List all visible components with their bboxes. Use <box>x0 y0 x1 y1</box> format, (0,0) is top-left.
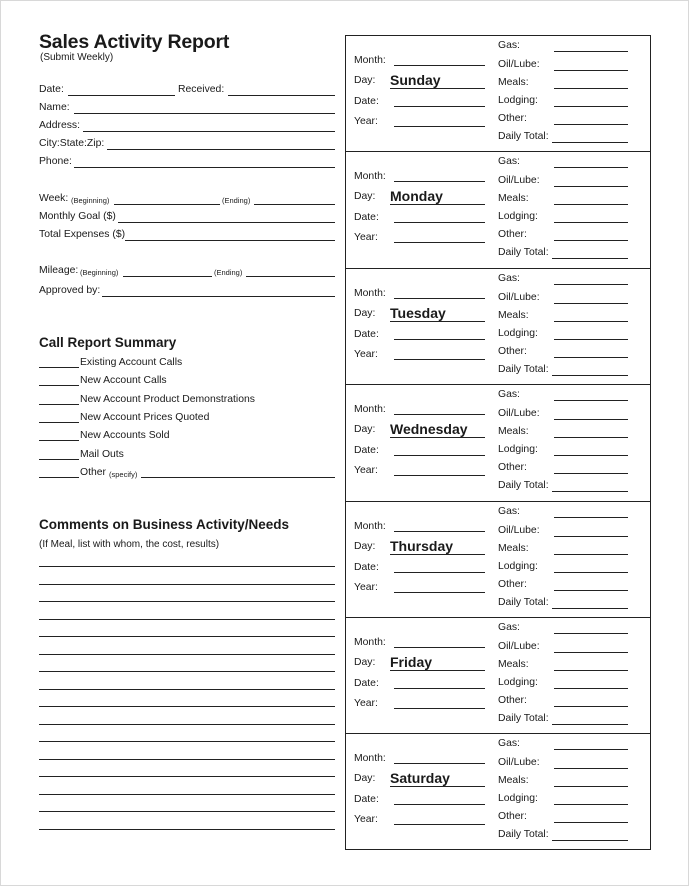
lodging-label: Lodging: <box>498 211 538 223</box>
approved-by-field[interactable] <box>102 296 335 297</box>
lodging-label: Lodging: <box>498 793 538 805</box>
phone-field[interactable] <box>74 167 335 168</box>
day-name-wednesday: Wednesday <box>390 421 468 438</box>
date-field[interactable] <box>394 222 485 223</box>
day-label: Day: <box>354 191 376 203</box>
day-label: Day: <box>354 540 376 552</box>
comment-line[interactable] <box>39 811 335 812</box>
comment-line[interactable] <box>39 636 335 637</box>
call-count-field[interactable] <box>39 404 79 405</box>
year-label: Year: <box>354 465 378 477</box>
meals-label: Meals: <box>498 426 529 438</box>
gas-label: Gas: <box>498 40 520 51</box>
other-field[interactable] <box>554 357 628 358</box>
day-field[interactable] <box>390 786 485 787</box>
daily-total-field[interactable] <box>552 258 628 259</box>
day-field[interactable] <box>390 204 485 205</box>
gas-label: Gas: <box>498 389 520 401</box>
lodging-field[interactable] <box>554 222 628 223</box>
call-summary-item-extra: (specify) <box>109 469 138 479</box>
daily-total-field[interactable] <box>552 375 628 376</box>
mileage-label: Mileage: <box>39 265 79 276</box>
month-field[interactable] <box>394 763 485 764</box>
year-label: Year: <box>354 232 378 244</box>
meals-label: Meals: <box>498 77 529 88</box>
day-field[interactable] <box>390 321 485 322</box>
daily-total-label: Daily Total: <box>498 829 549 841</box>
daily-total-label: Daily Total: <box>498 480 549 492</box>
comment-line[interactable] <box>39 829 335 830</box>
lodging-field[interactable] <box>554 106 628 107</box>
gas-field[interactable] <box>554 167 628 168</box>
comment-line[interactable] <box>39 706 335 707</box>
lodging-label: Lodging: <box>498 677 538 688</box>
year-field[interactable] <box>394 359 485 360</box>
date-field[interactable] <box>394 339 485 340</box>
call-summary-item-label: New Accounts Sold <box>80 430 170 442</box>
mileage-ending-field[interactable] <box>246 276 335 277</box>
daily-total-field[interactable] <box>552 608 628 609</box>
comment-line[interactable] <box>39 759 335 760</box>
gas-label: Gas: <box>498 272 520 284</box>
daily-total-label: Daily Total: <box>498 713 549 724</box>
call-summary-item-label: Existing Account Calls <box>80 357 183 368</box>
year-label: Year: <box>354 348 378 360</box>
day-name-sunday: Sunday <box>390 72 441 88</box>
other-field[interactable] <box>554 240 628 241</box>
date-field[interactable] <box>394 688 485 689</box>
call-count-field[interactable] <box>39 385 79 386</box>
comment-line[interactable] <box>39 671 335 672</box>
month-field[interactable] <box>394 647 485 648</box>
daily-total-label: Daily Total: <box>498 247 549 259</box>
day-label: Day: <box>354 773 376 785</box>
oil-field[interactable] <box>554 70 628 71</box>
call-count-field[interactable] <box>39 477 79 478</box>
other-label: Other: <box>498 462 527 474</box>
month-field[interactable] <box>394 65 485 66</box>
gas-label: Gas: <box>498 738 520 750</box>
day-label: Day: <box>354 657 376 668</box>
year-field[interactable] <box>394 242 485 243</box>
oil-field[interactable] <box>554 652 628 653</box>
meals-field[interactable] <box>554 437 628 438</box>
lodging-field[interactable] <box>554 804 628 805</box>
day-name-saturday: Saturday <box>390 770 450 787</box>
meals-label: Meals: <box>498 542 529 554</box>
monthly-goal-label: Monthly Goal ($) <box>39 211 116 222</box>
lodging-label: Lodging: <box>498 327 538 339</box>
gas-field[interactable] <box>554 633 628 634</box>
gas-field[interactable] <box>554 749 628 750</box>
day-label: Day: <box>354 307 376 319</box>
call-summary-item-label: Mail Outs <box>80 448 124 460</box>
date-label: Date: <box>39 84 64 95</box>
daily-total-field[interactable] <box>552 724 628 725</box>
month-label: Month: <box>354 637 386 648</box>
monthly-goal-field[interactable] <box>118 222 335 223</box>
call-count-field[interactable] <box>39 440 79 441</box>
other-label: Other: <box>498 578 527 590</box>
lodging-label: Lodging: <box>498 95 538 106</box>
lodging-field[interactable] <box>554 572 628 573</box>
year-field[interactable] <box>394 475 485 476</box>
day-field[interactable] <box>390 670 485 671</box>
comment-line[interactable] <box>39 689 335 690</box>
date-label: Date: <box>354 678 379 689</box>
meals-field[interactable] <box>554 204 628 205</box>
year-field[interactable] <box>394 592 485 593</box>
address-field[interactable] <box>83 131 335 132</box>
approved-by-label: Approved by: <box>39 285 101 296</box>
date-label: Date: <box>354 794 379 806</box>
comment-line[interactable] <box>39 741 335 742</box>
date-field[interactable] <box>394 804 485 805</box>
mileage-beginning-label: (Beginning) <box>80 268 119 277</box>
other-label: Other: <box>498 229 527 241</box>
oil-field[interactable] <box>554 419 628 420</box>
mileage-beginning-field[interactable] <box>123 276 212 277</box>
mileage-ending-label: (Ending) <box>214 268 243 277</box>
year-label: Year: <box>354 581 378 593</box>
month-label: Month: <box>354 753 386 765</box>
city-state-zip-label: City:State:Zip: <box>39 138 105 149</box>
year-label: Year: <box>354 814 378 826</box>
day-name-friday: Friday <box>390 654 433 670</box>
received-field[interactable] <box>228 95 335 96</box>
gas-field[interactable] <box>554 51 628 52</box>
other-label: Other: <box>498 695 527 706</box>
other-specify-field[interactable] <box>141 477 335 478</box>
oil-field[interactable] <box>554 536 628 537</box>
oil-field[interactable] <box>554 303 628 304</box>
total-expenses-field[interactable] <box>125 240 335 241</box>
meals-label: Meals: <box>498 659 529 670</box>
meals-field[interactable] <box>554 88 628 89</box>
gas-field[interactable] <box>554 284 628 285</box>
daily-total-label: Daily Total: <box>498 131 549 142</box>
comment-line[interactable] <box>39 584 335 585</box>
other-field[interactable] <box>554 706 628 707</box>
year-label: Year: <box>354 116 378 127</box>
page-title: Sales Activity Report <box>39 31 230 53</box>
date-label: Date: <box>354 96 379 107</box>
comment-line[interactable] <box>39 619 335 620</box>
daily-total-field[interactable] <box>552 840 628 841</box>
month-field[interactable] <box>394 531 485 532</box>
date-field[interactable] <box>394 572 485 573</box>
day-field[interactable] <box>390 554 485 555</box>
month-label: Month: <box>354 404 386 416</box>
lodging-field[interactable] <box>554 455 628 456</box>
date-field[interactable] <box>394 455 485 456</box>
comment-line[interactable] <box>39 776 335 777</box>
total-expenses-label: Total Expenses ($) <box>39 229 126 240</box>
comment-line[interactable] <box>39 566 335 567</box>
month-label: Month: <box>354 520 386 532</box>
other-label: Other: <box>498 113 527 124</box>
name-field[interactable] <box>74 113 335 114</box>
lodging-field[interactable] <box>554 688 628 689</box>
oil-field[interactable] <box>554 768 628 769</box>
name-label: Name: <box>39 102 70 113</box>
address-label: Address: <box>39 120 81 131</box>
city-state-zip-field[interactable] <box>107 149 335 150</box>
date-field[interactable] <box>68 95 175 96</box>
call-count-field[interactable] <box>39 367 79 368</box>
date-label: Date: <box>354 328 379 340</box>
day-name-tuesday: Tuesday <box>390 304 446 321</box>
year-field[interactable] <box>394 824 485 825</box>
meals-label: Meals: <box>498 309 529 321</box>
lodging-label: Lodging: <box>498 444 538 456</box>
meals-field[interactable] <box>554 554 628 555</box>
gas-label: Gas: <box>498 622 520 633</box>
comment-line[interactable] <box>39 794 335 795</box>
meals-label: Meals: <box>498 775 529 787</box>
year-field[interactable] <box>394 708 485 709</box>
gas-field[interactable] <box>554 517 628 518</box>
comment-line[interactable] <box>39 601 335 602</box>
call-summary-item-label: New Account Product Demonstrations <box>80 393 255 405</box>
oil-label: Oil/Lube: <box>498 641 540 652</box>
call-count-field[interactable] <box>39 422 79 423</box>
date-label: Date: <box>354 561 379 573</box>
gas-label: Gas: <box>498 156 520 168</box>
comments-note: (If Meal, list with whom, the cost, results) <box>39 539 220 550</box>
date-field[interactable] <box>394 106 485 107</box>
day-field[interactable] <box>390 88 485 89</box>
meals-field[interactable] <box>554 786 628 787</box>
call-summary-item-label: New Account Calls <box>80 375 167 387</box>
other-label: Other: <box>498 345 527 357</box>
month-field[interactable] <box>394 181 485 182</box>
other-field[interactable] <box>554 124 628 125</box>
other-field[interactable] <box>554 822 628 823</box>
week-label: Week: <box>39 193 69 204</box>
daily-total-field[interactable] <box>552 491 628 492</box>
lodging-field[interactable] <box>554 339 628 340</box>
comment-line[interactable] <box>39 724 335 725</box>
oil-label: Oil/Lube: <box>498 408 540 420</box>
oil-label: Oil/Lube: <box>498 757 540 769</box>
daily-total-label: Daily Total: <box>498 363 549 375</box>
month-field[interactable] <box>394 414 485 415</box>
day-name-thursday: Thursday <box>390 537 454 554</box>
other-label: Other: <box>498 811 527 823</box>
gas-label: Gas: <box>498 505 520 517</box>
week-beginning-label: (Beginning) <box>71 196 110 205</box>
year-label: Year: <box>354 698 378 709</box>
week-ending-label: (Ending) <box>222 196 251 205</box>
oil-label: Oil/Lube: <box>498 291 540 303</box>
month-label: Month: <box>354 171 386 183</box>
daily-total-field[interactable] <box>552 142 628 143</box>
date-label: Date: <box>354 212 379 224</box>
meals-field[interactable] <box>554 670 628 671</box>
month-label: Month: <box>354 287 386 299</box>
meals-label: Meals: <box>498 193 529 205</box>
day-label: Day: <box>354 75 376 86</box>
page-subtitle: (Submit Weekly) <box>40 52 114 63</box>
day-label: Day: <box>354 424 376 436</box>
date-label: Date: <box>354 445 379 457</box>
meals-field[interactable] <box>554 321 628 322</box>
gas-field[interactable] <box>554 400 628 401</box>
week-ending-field[interactable] <box>254 204 335 205</box>
other-field[interactable] <box>554 590 628 591</box>
daily-total-label: Daily Total: <box>498 596 549 608</box>
month-label: Month: <box>354 55 386 66</box>
call-summary-item-label: New Account Prices Quoted <box>80 411 210 423</box>
call-summary-item-label: Other <box>80 466 106 478</box>
other-field[interactable] <box>554 473 628 474</box>
oil-field[interactable] <box>554 186 628 187</box>
received-label: Received: <box>178 84 225 95</box>
oil-label: Oil/Lube: <box>498 175 540 187</box>
month-field[interactable] <box>394 298 485 299</box>
year-field[interactable] <box>394 126 485 127</box>
week-beginning-field[interactable] <box>114 204 220 205</box>
oil-label: Oil/Lube: <box>498 59 540 70</box>
phone-label: Phone: <box>39 156 72 167</box>
call-count-field[interactable] <box>39 459 79 460</box>
day-name-monday: Monday <box>390 188 443 205</box>
oil-label: Oil/Lube: <box>498 524 540 536</box>
lodging-label: Lodging: <box>498 560 538 572</box>
comments-heading: Comments on Business Activity/Needs <box>39 517 290 532</box>
comment-line[interactable] <box>39 654 335 655</box>
call-summary-heading: Call Report Summary <box>39 335 177 350</box>
day-field[interactable] <box>390 437 485 438</box>
